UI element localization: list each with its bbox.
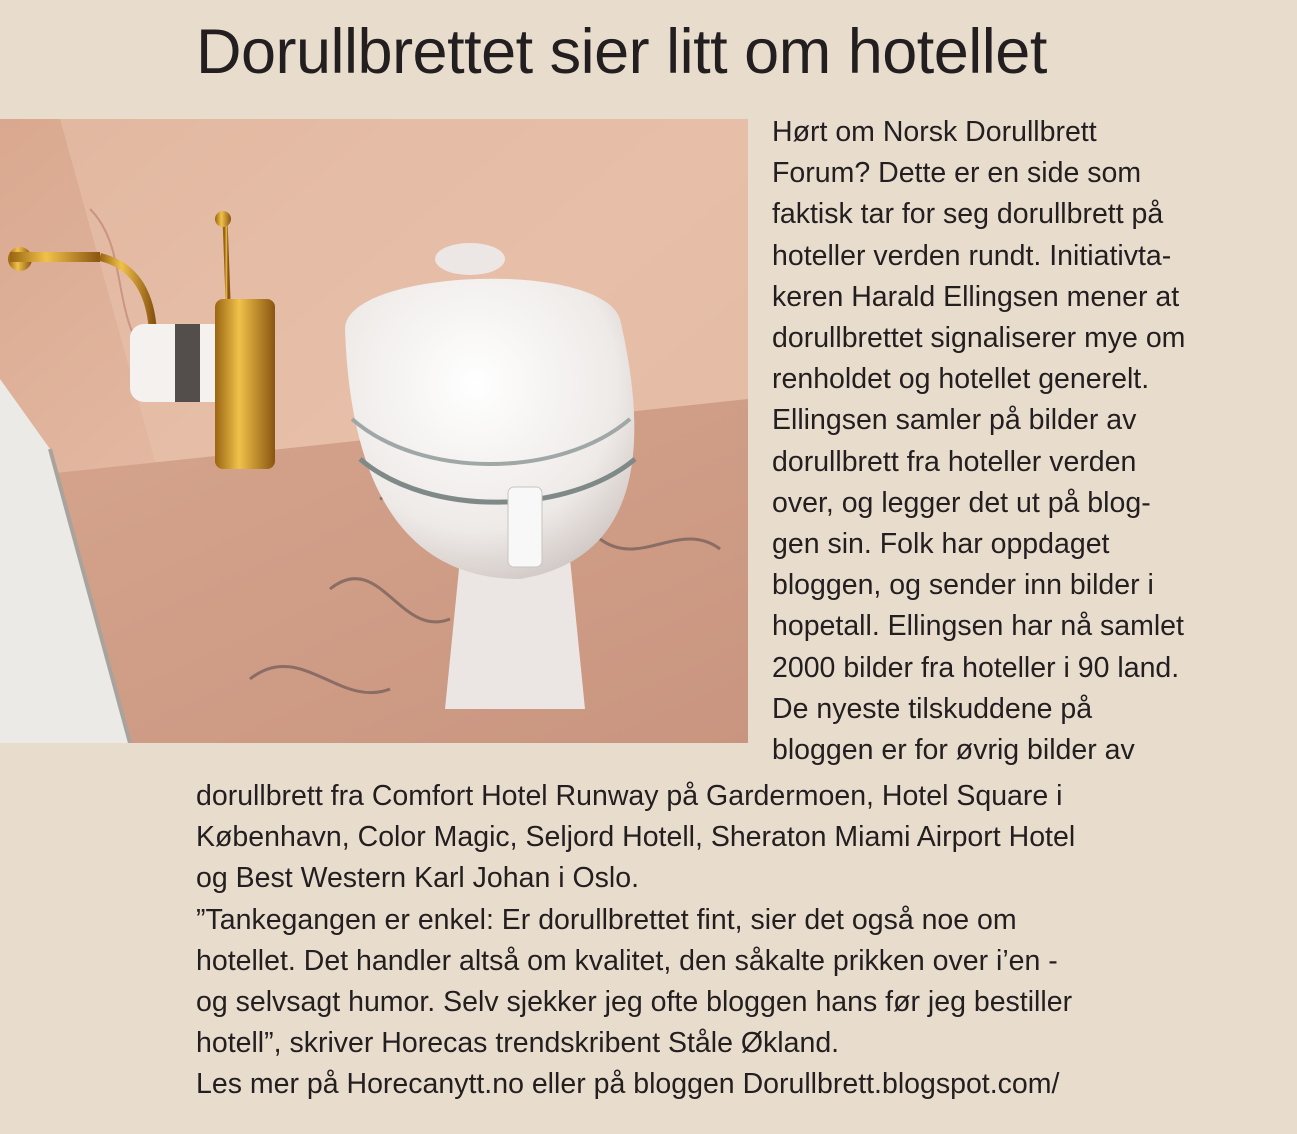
quote-line: ”Tankegangen er enkel: Er dorullbrettet fint, sier det også noe om xyxy=(196,903,1017,936)
body-line: faktisk tar for seg dorullbrett på xyxy=(772,198,1164,231)
body-line: renholdet og hotellet generelt. xyxy=(772,363,1150,396)
toilet-photo xyxy=(0,119,748,743)
body-line: København, Color Magic, Seljord Hotell, Sheraton Miami Airport Hotel xyxy=(196,821,1076,854)
body-line: hoteller verden rundt. Initiativta- xyxy=(772,239,1172,272)
body-line: keren Harald Ellingsen mener at xyxy=(772,280,1180,313)
body-line: dorullbrettet signaliserer mye om xyxy=(772,322,1186,355)
body-line: hopetall. Ellingsen har nå samlet xyxy=(772,610,1184,643)
headline: Dorullbrettet sier litt om hotellet xyxy=(196,17,1047,87)
quote-line: hotell”, skriver Horecas trendskribent Ståle Økland. xyxy=(196,1027,840,1060)
body-line: dorullbrett fra Comfort Hotel Runway på Gardermoen, Hotel Square i xyxy=(196,780,1063,812)
body-line: 2000 bilder fra hoteller i 90 land. xyxy=(772,651,1180,684)
body-line: dorullbrett fra hoteller verden xyxy=(772,445,1137,478)
body-line: gen sin. Folk har oppdaget xyxy=(772,528,1110,561)
body-line: Hørt om Norsk Dorullbrett xyxy=(772,116,1097,148)
body-line: Forum? Dette er en side som xyxy=(772,157,1142,190)
body-line: bloggen er for øvrig bilder av xyxy=(772,734,1135,767)
quote-line: hotellet. Det handler altså om kvalitet, den såkalte prikken over i’en - xyxy=(196,944,1058,977)
body-line: over, og legger det ut på blog- xyxy=(772,486,1151,519)
read-more-line: Les mer på Horecanytt.no eller på bloggen Dorullbrett.blogspot.com/ xyxy=(196,1068,1060,1101)
body-text-full-width xyxy=(196,776,1291,1106)
body-line: De nyeste tilskuddene på xyxy=(772,692,1093,725)
quote-line: og selvsagt humor. Selv sjekker jeg ofte bloggen hans før jeg bestiller xyxy=(196,986,1073,1019)
body-line: Ellingsen samler på bilder av xyxy=(772,404,1137,437)
body-line: bloggen, og sender inn bilder i xyxy=(772,569,1154,602)
body-line: og Best Western Karl Johan i Oslo. xyxy=(196,862,640,895)
body-text-right-column xyxy=(772,112,1292,771)
